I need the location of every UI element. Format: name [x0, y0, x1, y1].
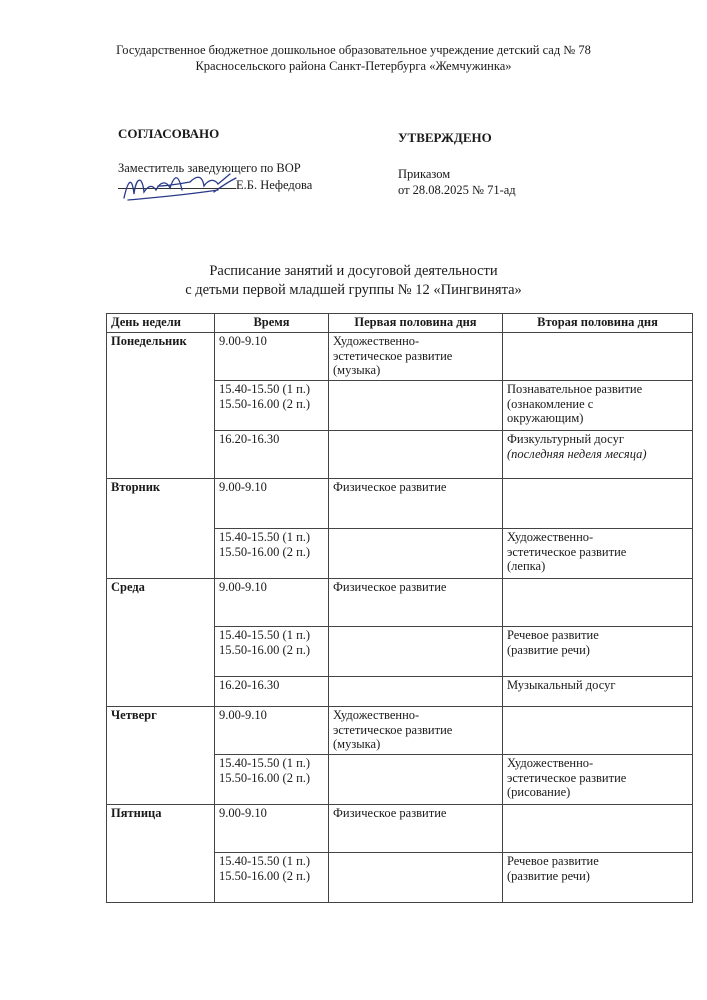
second-half-cell	[503, 333, 693, 381]
approved-title: УТВЕРЖДЕНО	[398, 130, 492, 145]
document-title	[0, 262, 707, 300]
approved-by-title: СОГЛАСОВАНО	[118, 126, 220, 141]
time-cell	[215, 479, 329, 529]
time-cell-line: 15.40-15.50 (1 п.)	[219, 854, 311, 868]
table-row	[107, 805, 693, 853]
second-half-cell	[503, 381, 693, 431]
second-half-cell	[503, 627, 693, 677]
second-half-cell-line: Речевое развитие	[507, 854, 599, 868]
time-cell	[215, 755, 329, 805]
time-cell	[215, 381, 329, 431]
first-half-cell	[329, 805, 503, 853]
first-half-cell	[329, 677, 503, 707]
order-label: Приказом	[398, 167, 451, 181]
org-line-1: Государственное бюджетное дошкольное образовательное учреждение детский сад № 78	[116, 43, 591, 57]
second-half-cell-line: эстетическое развитие	[507, 544, 627, 559]
second-half-cell-line: (развитие речи)	[507, 642, 590, 657]
time-cell-line: 15.50-16.00 (2 п.)	[219, 396, 311, 411]
first-half-cell	[329, 707, 503, 755]
first-half-cell	[329, 431, 503, 479]
approver-name: Е.Б. Нефедова	[236, 178, 313, 192]
time-cell	[215, 853, 329, 903]
org-line-2: Красносельского района Санкт-Петербурга «Жемчужинка»	[195, 59, 512, 73]
first-half-cell-line: эстетическое развитие	[333, 348, 453, 363]
time-cell-line: 9.00-9.10	[219, 580, 267, 594]
time-cell-line: 15.50-16.00 (2 п.)	[219, 770, 311, 785]
second-half-cell	[503, 677, 693, 707]
second-half-cell-line: (рисование)	[507, 785, 571, 799]
second-half-cell-line: (развитие речи)	[507, 868, 590, 883]
first-half-cell	[329, 755, 503, 805]
second-half-cell-line: окружающим)	[507, 411, 584, 425]
first-half-cell-line: (музыка)	[333, 363, 381, 377]
document-title-line-1: Расписание занятий и досуговой деятельности	[209, 263, 498, 279]
second-half-cell-line: (ознакомление с	[507, 396, 594, 411]
schedule-table	[106, 313, 693, 903]
time-cell	[215, 677, 329, 707]
day-cell: Вторник	[107, 479, 215, 579]
organization-header	[0, 42, 707, 74]
time-cell-line: 15.40-15.50 (1 п.)	[219, 530, 311, 544]
header-day: День недели	[107, 314, 215, 333]
second-half-cell	[503, 431, 693, 479]
second-half-cell	[503, 707, 693, 755]
first-half-cell-line: эстетическое развитие	[333, 722, 453, 737]
header-time: Время	[215, 314, 329, 333]
time-cell-line: 9.00-9.10	[219, 334, 267, 348]
day-cell: Среда	[107, 579, 215, 707]
time-cell-line: 15.50-16.00 (2 п.)	[219, 868, 311, 883]
second-half-cell	[503, 755, 693, 805]
schedule-body	[107, 333, 693, 903]
time-cell-line: 16.20-16.30	[219, 432, 280, 446]
first-half-cell	[329, 333, 503, 381]
second-half-cell	[503, 853, 693, 903]
table-header-row	[107, 314, 693, 333]
table-row	[107, 479, 693, 529]
time-cell	[215, 805, 329, 853]
time-cell	[215, 431, 329, 479]
header-first-half: Первая половина дня	[329, 314, 503, 333]
first-half-cell	[329, 529, 503, 579]
second-half-cell	[503, 579, 693, 627]
second-half-cell-line: (лепка)	[507, 559, 546, 573]
second-half-cell-line: Художественно-	[507, 530, 594, 544]
first-half-cell-line: Физическое развитие	[333, 480, 447, 494]
day-cell: Понедельник	[107, 333, 215, 479]
day-cell: Четверг	[107, 707, 215, 805]
second-half-cell-line: Художественно-	[507, 756, 594, 770]
time-cell	[215, 529, 329, 579]
time-cell-line: 15.40-15.50 (1 п.)	[219, 628, 311, 642]
table-row	[107, 707, 693, 755]
approved-block	[398, 166, 516, 198]
time-cell	[215, 579, 329, 627]
time-cell	[215, 627, 329, 677]
first-half-cell-line: (музыка)	[333, 737, 381, 751]
time-cell-line: 9.00-9.10	[219, 806, 267, 820]
table-row	[107, 333, 693, 381]
second-half-cell	[503, 479, 693, 529]
time-cell-line: 15.50-16.00 (2 п.)	[219, 544, 311, 559]
time-cell-line: 15.40-15.50 (1 п.)	[219, 756, 311, 770]
second-half-cell	[503, 805, 693, 853]
second-half-cell-line: Речевое развитие	[507, 628, 599, 642]
first-half-cell	[329, 381, 503, 431]
first-half-cell	[329, 627, 503, 677]
second-half-note: (последняя неделя месяца)	[507, 446, 647, 461]
document-title-line-2: с детьми первой младшей группы № 12 «Пингвинята»	[185, 282, 522, 298]
second-half-cell-line: Физкультурный досуг	[507, 432, 624, 446]
time-cell	[215, 707, 329, 755]
first-half-cell	[329, 479, 503, 529]
header-second-half: Вторая половина дня	[503, 314, 693, 333]
handwritten-signature	[118, 168, 243, 210]
time-cell-line: 9.00-9.10	[219, 708, 267, 722]
first-half-cell-line: Физическое развитие	[333, 806, 447, 820]
first-half-cell	[329, 579, 503, 627]
time-cell-line: 15.50-16.00 (2 п.)	[219, 642, 311, 657]
time-cell-line: 9.00-9.10	[219, 480, 267, 494]
first-half-cell-line: Физическое развитие	[333, 580, 447, 594]
second-half-cell-line: Музыкальный досуг	[507, 678, 616, 692]
second-half-cell-line: эстетическое развитие	[507, 770, 627, 785]
first-half-cell-line: Художественно-	[333, 708, 420, 722]
second-half-cell	[503, 529, 693, 579]
first-half-cell-line: Художественно-	[333, 334, 420, 348]
table-row	[107, 579, 693, 627]
order-number: от 28.08.2025 № 71-ад	[398, 183, 516, 197]
approver-position: Заместитель заведующего по ВОР	[118, 161, 301, 175]
first-half-cell	[329, 853, 503, 903]
time-cell	[215, 333, 329, 381]
day-cell: Пятница	[107, 805, 215, 903]
time-cell-line: 16.20-16.30	[219, 678, 280, 692]
second-half-cell-line: Познавательное развитие	[507, 382, 643, 396]
time-cell-line: 15.40-15.50 (1 п.)	[219, 382, 311, 396]
